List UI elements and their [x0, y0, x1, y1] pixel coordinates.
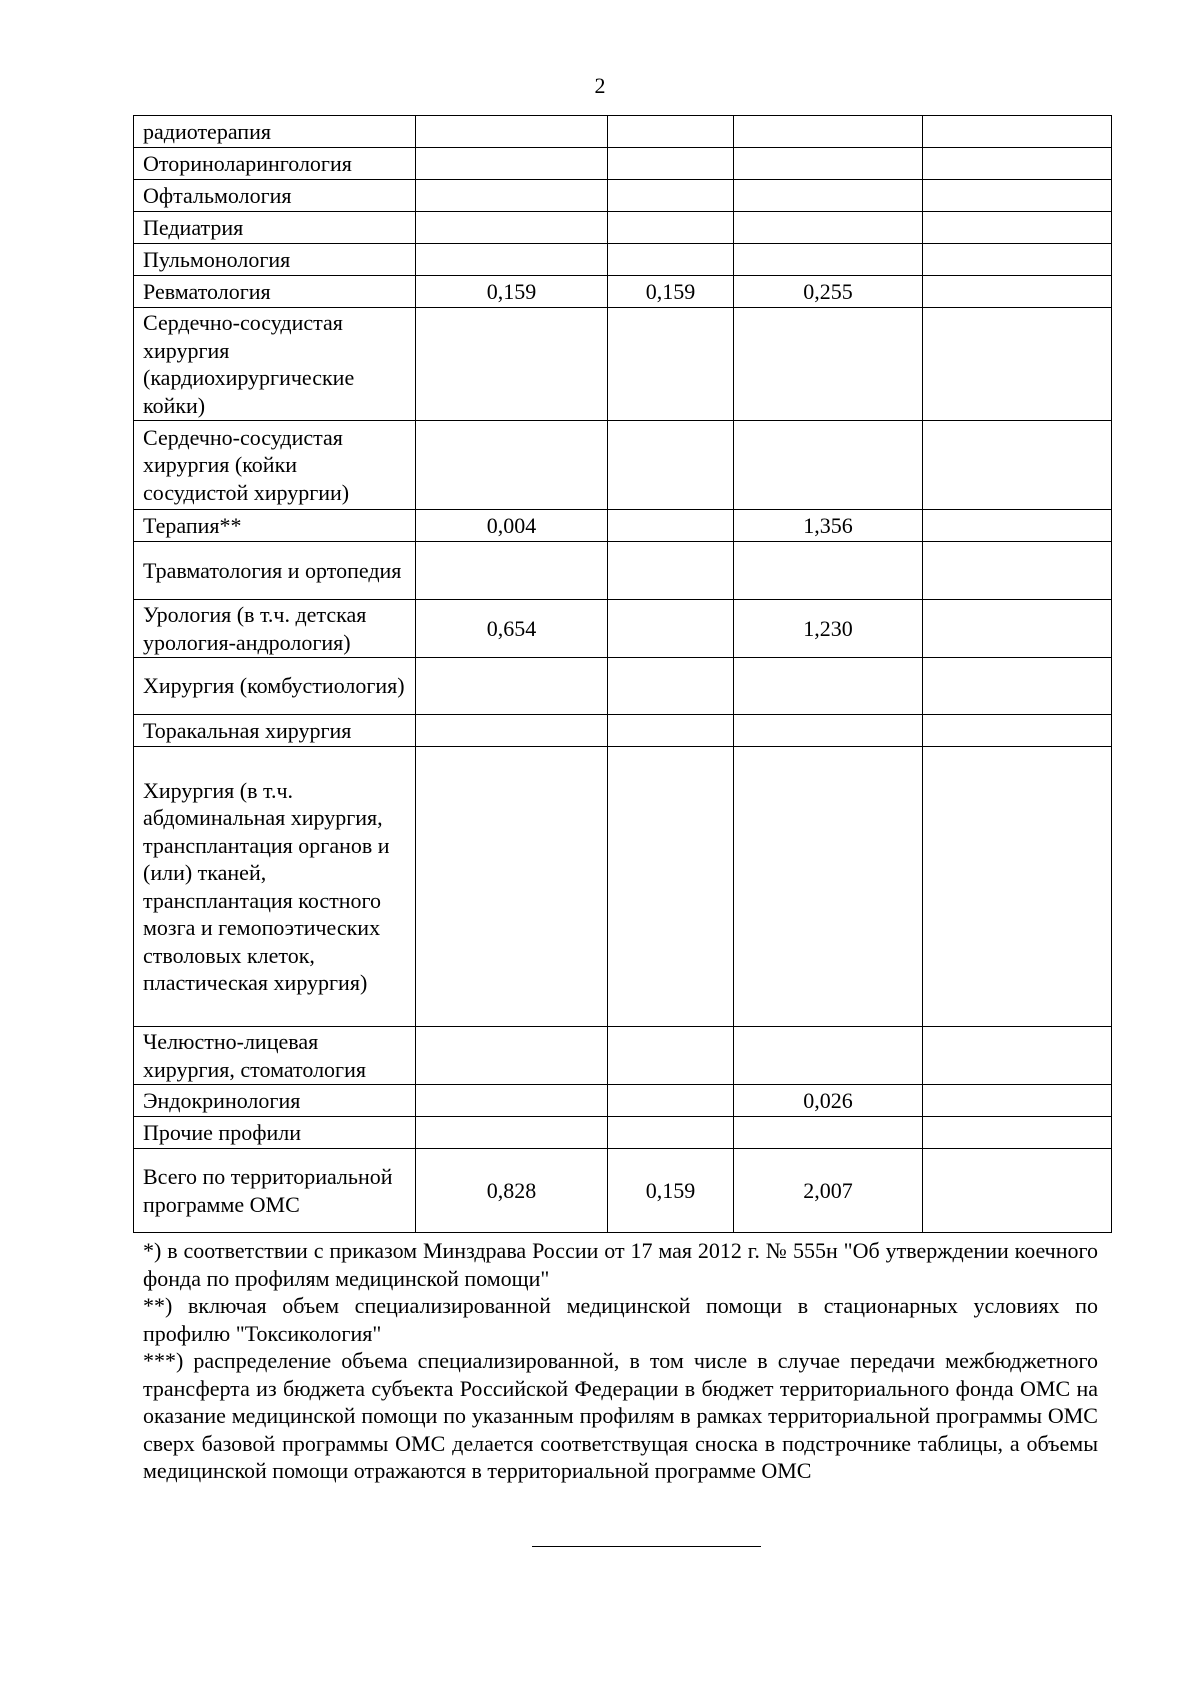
footnote-3: ***) распределение объема специализированной, в том числе в случае передачи межбюджетного трансферта из бюджета субъекта Российской Федерации в бюджет территориального фонда ОМС на оказание медицинской помощи по указанным профилям в рамках территориальной программы ОМС сверх базовой программы ОМС делается соответствущая сноска в подстрочнике таблицы, а объемы медицинской помощи отражаются в территориальной программе ОМС — [143, 1348, 1098, 1483]
value-cell-4 — [923, 747, 1112, 1027]
value-cell-1 — [416, 244, 608, 276]
value-cell-1 — [416, 1085, 608, 1117]
value-cell-2 — [608, 244, 734, 276]
value-cell-2 — [608, 308, 734, 421]
value-cell-1 — [416, 1027, 608, 1085]
value-cell-3 — [734, 715, 923, 747]
footnote-2: **) включая объем специализированной медицинской помощи в стационарных условиях по профилю "Токсикология" — [143, 1293, 1098, 1346]
value-cell-2: 0,159 — [608, 276, 734, 308]
profile-name-cell: Сердечно-сосудистая хирургия (койки сосудистой хирургии) — [134, 421, 416, 510]
table-row — [134, 308, 1112, 421]
profile-name-cell: Педиатрия — [134, 212, 416, 244]
value-cell-3 — [734, 212, 923, 244]
profile-name-cell: Хирургия (в т.ч. абдоминальная хирургия, трансплантация органов и (или) тканей, трансплантация костного мозга и гемопоэтических стволовых клеток, пластическая хирургия) — [134, 747, 416, 1027]
value-cell-1: 0,828 — [416, 1149, 608, 1233]
value-cell-2 — [608, 658, 734, 715]
value-cell-4 — [923, 421, 1112, 510]
value-cell-4 — [923, 308, 1112, 421]
value-cell-2 — [608, 1085, 734, 1117]
table-row — [134, 1117, 1112, 1149]
value-cell-4 — [923, 510, 1112, 542]
profile-name-cell: Оториноларингология — [134, 148, 416, 180]
value-cell-1 — [416, 180, 608, 212]
value-cell-3 — [734, 308, 923, 421]
value-cell-1 — [416, 212, 608, 244]
value-cell-4 — [923, 116, 1112, 148]
value-cell-3: 0,026 — [734, 1085, 923, 1117]
table-row — [134, 600, 1112, 658]
profile-name-cell: Эндокринология — [134, 1085, 416, 1117]
value-cell-1 — [416, 747, 608, 1027]
value-cell-3 — [734, 542, 923, 600]
value-cell-3 — [734, 148, 923, 180]
value-cell-2 — [608, 212, 734, 244]
value-cell-2 — [608, 510, 734, 542]
value-cell-4 — [923, 1085, 1112, 1117]
value-cell-3 — [734, 1027, 923, 1085]
value-cell-4 — [923, 148, 1112, 180]
profile-name-cell: Урология (в т.ч. детская урология-андрология) — [134, 600, 416, 658]
table-row — [134, 510, 1112, 542]
profile-name-cell: Всего по территориальной программе ОМС — [134, 1149, 416, 1233]
table-row — [134, 1085, 1112, 1117]
profile-name-cell: Хирургия (комбустиология) — [134, 658, 416, 715]
value-cell-3 — [734, 116, 923, 148]
table-row — [134, 180, 1112, 212]
value-cell-4 — [923, 276, 1112, 308]
profile-name-cell: Торакальная хирургия — [134, 715, 416, 747]
table-row — [134, 747, 1112, 1027]
value-cell-4 — [923, 658, 1112, 715]
profile-name-cell: Сердечно-сосудистая хирургия (кардиохирургические койки) — [134, 308, 416, 421]
value-cell-4 — [923, 600, 1112, 658]
value-cell-1 — [416, 658, 608, 715]
profile-name-cell: Пульмонология — [134, 244, 416, 276]
value-cell-2 — [608, 421, 734, 510]
value-cell-1 — [416, 715, 608, 747]
profile-name-cell: Челюстно-лицевая хирургия, стоматология — [134, 1027, 416, 1085]
value-cell-3 — [734, 658, 923, 715]
value-cell-2 — [608, 116, 734, 148]
value-cell-3: 1,230 — [734, 600, 923, 658]
value-cell-3: 1,356 — [734, 510, 923, 542]
value-cell-2 — [608, 542, 734, 600]
value-cell-2 — [608, 715, 734, 747]
table-row — [134, 658, 1112, 715]
profile-name-cell: Ревматология — [134, 276, 416, 308]
value-cell-1 — [416, 148, 608, 180]
value-cell-3: 0,255 — [734, 276, 923, 308]
profile-name-cell: Прочие профили — [134, 1117, 416, 1149]
profile-name-cell: радиотерапия — [134, 116, 416, 148]
value-cell-1 — [416, 1117, 608, 1149]
value-cell-1 — [416, 308, 608, 421]
profile-name-cell: Травматология и ортопедия — [134, 542, 416, 600]
value-cell-4 — [923, 1027, 1112, 1085]
value-cell-1: 0,654 — [416, 600, 608, 658]
table-row — [134, 148, 1112, 180]
value-cell-2 — [608, 600, 734, 658]
value-cell-2 — [608, 180, 734, 212]
value-cell-3 — [734, 180, 923, 212]
table-row — [134, 542, 1112, 600]
value-cell-2 — [608, 1027, 734, 1085]
value-cell-2: 0,159 — [608, 1149, 734, 1233]
value-cell-3 — [734, 747, 923, 1027]
end-of-document-rule — [532, 1546, 761, 1547]
value-cell-2 — [608, 1117, 734, 1149]
table-row — [134, 1027, 1112, 1085]
table-row — [134, 212, 1112, 244]
profile-name-cell: Терапия** — [134, 510, 416, 542]
table-body — [134, 116, 1112, 1233]
value-cell-3 — [734, 421, 923, 510]
footnote-1: *) в соответствии с приказом Минздрава России от 17 мая 2012 г. № 555н "Об утверждении коечного фонда по профилям медицинской помощи" — [143, 1238, 1098, 1291]
table-row — [134, 715, 1112, 747]
value-cell-2 — [608, 747, 734, 1027]
value-cell-1 — [416, 421, 608, 510]
footnotes — [143, 1237, 1098, 1485]
value-cell-1: 0,159 — [416, 276, 608, 308]
table-row — [134, 116, 1112, 148]
profile-name-cell: Офтальмология — [134, 180, 416, 212]
value-cell-4 — [923, 1149, 1112, 1233]
value-cell-3 — [734, 244, 923, 276]
value-cell-2 — [608, 148, 734, 180]
page-number: 2 — [594, 73, 606, 98]
value-cell-3 — [734, 1117, 923, 1149]
value-cell-1 — [416, 542, 608, 600]
table-row — [134, 244, 1112, 276]
value-cell-4 — [923, 212, 1112, 244]
value-cell-1 — [416, 116, 608, 148]
table-row — [134, 276, 1112, 308]
value-cell-4 — [923, 715, 1112, 747]
value-cell-4 — [923, 542, 1112, 600]
value-cell-3: 2,007 — [734, 1149, 923, 1233]
value-cell-1: 0,004 — [416, 510, 608, 542]
value-cell-4 — [923, 1117, 1112, 1149]
profile-volume-table — [133, 115, 1112, 1233]
table-row — [134, 1149, 1112, 1233]
table-row — [134, 421, 1112, 510]
value-cell-4 — [923, 244, 1112, 276]
value-cell-4 — [923, 180, 1112, 212]
